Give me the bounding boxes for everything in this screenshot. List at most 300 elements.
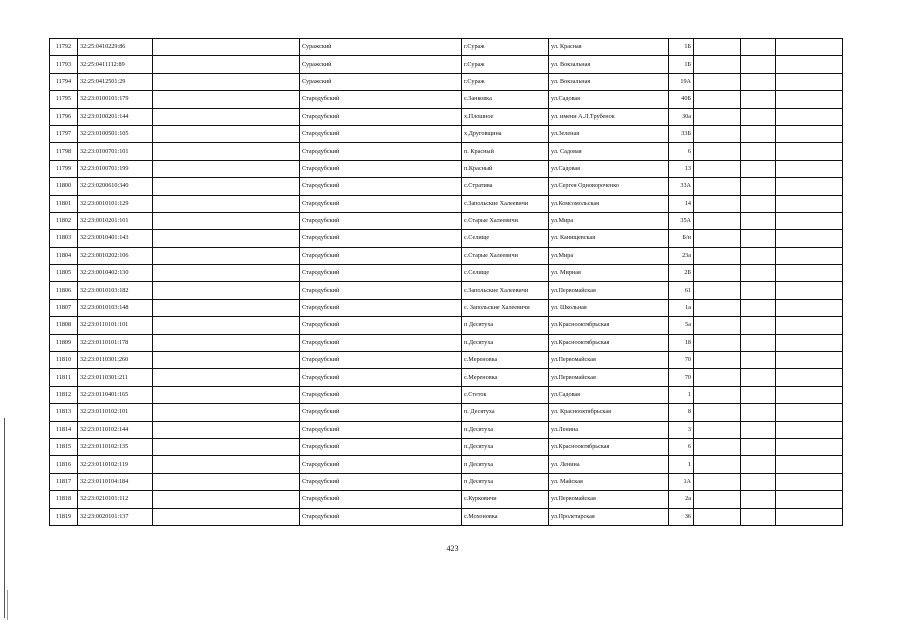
street-cell: ул. Канищевская (549, 230, 669, 247)
empty-cell (153, 73, 300, 90)
empty-cell (776, 178, 843, 195)
settlement-cell: г.Сураж (462, 56, 549, 73)
district-cell: Стародубский (300, 421, 462, 438)
district-cell: Стародубский (300, 282, 462, 299)
empty-cell (153, 212, 300, 229)
district-cell: Стародубский (300, 369, 462, 386)
empty-cell (741, 195, 776, 212)
house-number-cell: 40Б (669, 91, 694, 108)
settlement-cell: х.Друговщина (462, 125, 549, 142)
empty-cell (694, 282, 741, 299)
empty-cell (694, 39, 741, 56)
settlement-cell: п Десятуха (462, 473, 549, 490)
street-cell: ул. Школьная (549, 299, 669, 316)
empty-cell (153, 39, 300, 56)
street-cell: ул.Мира (549, 247, 669, 264)
empty-cell (153, 282, 300, 299)
empty-cell (741, 178, 776, 195)
empty-cell (741, 160, 776, 177)
street-cell: ул. Майская (549, 473, 669, 490)
empty-cell (694, 369, 741, 386)
empty-cell (694, 265, 741, 282)
empty-cell (153, 108, 300, 125)
row-number-cell: 11795 (50, 91, 78, 108)
cadastral-number-cell: 32:23:0110101:101 (78, 317, 153, 334)
cadastral-number-cell: 32:25:0410229:86 (78, 39, 153, 56)
house-number-cell: 2Б (669, 265, 694, 282)
district-cell: Стародубский (300, 91, 462, 108)
empty-cell (776, 73, 843, 90)
empty-cell (776, 352, 843, 369)
empty-cell (153, 404, 300, 421)
empty-cell (694, 247, 741, 264)
empty-cell (776, 334, 843, 351)
district-cell: Стародубский (300, 178, 462, 195)
street-cell: ул. Садовая (549, 143, 669, 160)
empty-cell (694, 386, 741, 403)
empty-cell (776, 456, 843, 473)
district-cell: Стародубский (300, 247, 462, 264)
empty-cell (776, 438, 843, 455)
empty-cell (694, 143, 741, 160)
row-number-cell: 11812 (50, 386, 78, 403)
row-number-cell: 11796 (50, 108, 78, 125)
street-cell: ул.Краснооктябрьская (549, 317, 669, 334)
settlement-cell: п.Десятуха (462, 421, 549, 438)
table-row (50, 508, 843, 525)
empty-cell (694, 404, 741, 421)
empty-cell (694, 178, 741, 195)
house-number-cell: 18 (669, 334, 694, 351)
settlement-cell: с.Мереновка (462, 352, 549, 369)
street-cell: ул. Вокзальная (549, 73, 669, 90)
table-row (50, 334, 843, 351)
district-cell: Стародубский (300, 108, 462, 125)
table-row (50, 421, 843, 438)
house-number-cell: 36 (669, 508, 694, 525)
settlement-cell: с. Запольские Халеевичи (462, 299, 549, 316)
district-cell: Стародубский (300, 491, 462, 508)
table-row (50, 73, 843, 90)
table-row (50, 160, 843, 177)
district-cell: Стародубский (300, 299, 462, 316)
empty-cell (694, 334, 741, 351)
table-row (50, 404, 843, 421)
house-number-cell: 3 (669, 421, 694, 438)
house-number-cell: 6 (669, 438, 694, 455)
empty-cell (741, 508, 776, 525)
empty-cell (153, 247, 300, 264)
street-cell: ул.Садовая (549, 386, 669, 403)
house-number-cell: 33А (669, 178, 694, 195)
settlement-cell: с.Курковичи (462, 491, 549, 508)
row-number-cell: 11794 (50, 73, 78, 90)
settlement-cell: п. Красный (462, 143, 549, 160)
row-number-cell: 11798 (50, 143, 78, 160)
settlement-cell: х.Плошное (462, 108, 549, 125)
empty-cell (153, 143, 300, 160)
row-number-cell: 11799 (50, 160, 78, 177)
empty-cell (776, 473, 843, 490)
street-cell: ул.Пролетарская (549, 508, 669, 525)
cadastral-number-cell: 32:23:0020101:137 (78, 508, 153, 525)
row-number-cell: 11793 (50, 56, 78, 73)
cadastral-number-cell: 32:25:0412501:29 (78, 73, 153, 90)
empty-cell (776, 125, 843, 142)
empty-cell (741, 456, 776, 473)
settlement-cell: с.Запольские Халеевичи (462, 195, 549, 212)
property-register-table (49, 38, 843, 526)
empty-cell (741, 317, 776, 334)
table-row (50, 317, 843, 334)
street-cell: ул.Первомайская (549, 352, 669, 369)
empty-cell (741, 491, 776, 508)
cadastral-number-cell: 32:23:0100701:199 (78, 160, 153, 177)
cadastral-number-cell: 32:23:0110102:119 (78, 456, 153, 473)
empty-cell (776, 143, 843, 160)
cadastral-number-cell: 32:23:0110101:178 (78, 334, 153, 351)
empty-cell (694, 491, 741, 508)
empty-cell (153, 352, 300, 369)
row-number-cell: 11800 (50, 178, 78, 195)
empty-cell (694, 195, 741, 212)
row-number-cell: 11814 (50, 421, 78, 438)
empty-cell (694, 125, 741, 142)
table-row (50, 39, 843, 56)
district-cell: Стародубский (300, 352, 462, 369)
scan-edge-line (7, 590, 8, 620)
empty-cell (741, 421, 776, 438)
empty-cell (741, 91, 776, 108)
row-number-cell: 11819 (50, 508, 78, 525)
empty-cell (741, 125, 776, 142)
district-cell: Стародубский (300, 404, 462, 421)
cadastral-number-cell: 32:23:0100101:179 (78, 91, 153, 108)
street-cell: ул.Мира (549, 212, 669, 229)
empty-cell (741, 247, 776, 264)
empty-cell (694, 438, 741, 455)
table-row (50, 125, 843, 142)
empty-cell (776, 299, 843, 316)
table-row (50, 247, 843, 264)
row-number-cell: 11809 (50, 334, 78, 351)
district-cell: Стародубский (300, 508, 462, 525)
empty-cell (776, 491, 843, 508)
house-number-cell: 19А (669, 73, 694, 90)
district-cell: Стародубский (300, 125, 462, 142)
house-number-cell: 2а (669, 491, 694, 508)
empty-cell (153, 491, 300, 508)
empty-cell (694, 160, 741, 177)
street-cell: ул. Вокзальная (549, 56, 669, 73)
street-cell: ул. Ленина (549, 456, 669, 473)
settlement-cell: с.Стеток (462, 386, 549, 403)
table-row (50, 438, 843, 455)
district-cell: Суражский (300, 56, 462, 73)
empty-cell (694, 421, 741, 438)
cadastral-number-cell: 32:23:0010202:106 (78, 247, 153, 264)
house-number-cell: 1 (669, 456, 694, 473)
empty-cell (153, 56, 300, 73)
district-cell: Стародубский (300, 195, 462, 212)
settlement-cell: п. Десятуха (462, 404, 549, 421)
empty-cell (153, 265, 300, 282)
house-number-cell: Б/н (669, 230, 694, 247)
empty-cell (741, 212, 776, 229)
cadastral-number-cell: 32:23:0100701:101 (78, 143, 153, 160)
settlement-cell: п.Красный (462, 160, 549, 177)
table-body (50, 39, 843, 526)
cadastral-number-cell: 32:23:0010401:143 (78, 230, 153, 247)
table-row (50, 108, 843, 125)
empty-cell (153, 456, 300, 473)
house-number-cell: 1 (669, 386, 694, 403)
cadastral-number-cell: 32:23:0100201:144 (78, 108, 153, 125)
empty-cell (153, 421, 300, 438)
house-number-cell: 13 (669, 160, 694, 177)
settlement-cell: с.Селище (462, 265, 549, 282)
empty-cell (694, 212, 741, 229)
house-number-cell: 30а (669, 108, 694, 125)
house-number-cell: 1А (669, 473, 694, 490)
empty-cell (153, 91, 300, 108)
row-number-cell: 11807 (50, 299, 78, 316)
row-number-cell: 11816 (50, 456, 78, 473)
cadastral-number-cell: 32:23:0100501:105 (78, 125, 153, 142)
empty-cell (776, 508, 843, 525)
empty-cell (153, 473, 300, 490)
empty-cell (741, 369, 776, 386)
empty-cell (153, 369, 300, 386)
street-cell: ул.Первомайская (549, 491, 669, 508)
empty-cell (741, 230, 776, 247)
street-cell: ул.Краснооктябрьская (549, 438, 669, 455)
house-number-cell: 14 (669, 195, 694, 212)
cadastral-number-cell: 32:23:0210101:112 (78, 491, 153, 508)
district-cell: Стародубский (300, 473, 462, 490)
district-cell: Суражский (300, 39, 462, 56)
district-cell: Стародубский (300, 456, 462, 473)
row-number-cell: 11808 (50, 317, 78, 334)
empty-cell (776, 317, 843, 334)
row-number-cell: 11810 (50, 352, 78, 369)
district-cell: Стародубский (300, 438, 462, 455)
empty-cell (741, 386, 776, 403)
district-cell: Стародубский (300, 212, 462, 229)
settlement-cell: с.Старые Халеевичи (462, 212, 549, 229)
district-cell: Стародубский (300, 386, 462, 403)
empty-cell (694, 230, 741, 247)
district-cell: Стародубский (300, 334, 462, 351)
row-number-cell: 11817 (50, 473, 78, 490)
street-cell: ул.Первомайская (549, 282, 669, 299)
table-row (50, 178, 843, 195)
street-cell: ул. Краснооктябрьская (549, 404, 669, 421)
settlement-cell: п.Десятуха (462, 438, 549, 455)
empty-cell (153, 317, 300, 334)
district-cell: Стародубский (300, 265, 462, 282)
house-number-cell: 70 (669, 352, 694, 369)
empty-cell (776, 247, 843, 264)
empty-cell (776, 108, 843, 125)
table-row (50, 56, 843, 73)
empty-cell (741, 143, 776, 160)
district-cell: Стародубский (300, 230, 462, 247)
empty-cell (776, 160, 843, 177)
district-cell: Стародубский (300, 317, 462, 334)
empty-cell (741, 404, 776, 421)
empty-cell (741, 56, 776, 73)
settlement-cell: с.Занковка (462, 91, 549, 108)
table-row (50, 230, 843, 247)
row-number-cell: 11813 (50, 404, 78, 421)
settlement-cell: с.Мереновка (462, 369, 549, 386)
settlement-cell: с.Мохоновка (462, 508, 549, 525)
street-cell: ул.Ленина (549, 421, 669, 438)
cadastral-number-cell: 32:23:0010201:101 (78, 212, 153, 229)
empty-cell (153, 178, 300, 195)
settlement-cell: п.Десятуха (462, 334, 549, 351)
row-number-cell: 11804 (50, 247, 78, 264)
row-number-cell: 11792 (50, 39, 78, 56)
table-row (50, 265, 843, 282)
empty-cell (694, 299, 741, 316)
empty-cell (776, 369, 843, 386)
settlement-cell: г.Сураж (462, 73, 549, 90)
empty-cell (694, 508, 741, 525)
street-cell: ул.Первомайская (549, 369, 669, 386)
empty-cell (153, 334, 300, 351)
empty-cell (741, 265, 776, 282)
table-row (50, 491, 843, 508)
house-number-cell: 70 (669, 369, 694, 386)
house-number-cell: 5а (669, 317, 694, 334)
street-cell: ул. имени А.Л.Трубенок (549, 108, 669, 125)
empty-cell (694, 456, 741, 473)
scan-edge-line (4, 418, 5, 618)
empty-cell (741, 282, 776, 299)
empty-cell (776, 421, 843, 438)
settlement-cell: с.Старые Халеевичи (462, 247, 549, 264)
settlement-cell: г.Сураж (462, 39, 549, 56)
cadastral-number-cell: 32:23:0010402:130 (78, 265, 153, 282)
empty-cell (741, 39, 776, 56)
empty-cell (776, 386, 843, 403)
settlement-cell: с.Запольские Халеевичи (462, 282, 549, 299)
cadastral-number-cell: 32:23:0010103:148 (78, 299, 153, 316)
empty-cell (694, 473, 741, 490)
cadastral-number-cell: 32:23:0200610:340 (78, 178, 153, 195)
empty-cell (153, 299, 300, 316)
cadastral-number-cell: 32:23:0110102:135 (78, 438, 153, 455)
row-number-cell: 11803 (50, 230, 78, 247)
page-number: 423 (446, 544, 459, 553)
empty-cell (776, 39, 843, 56)
empty-cell (741, 352, 776, 369)
house-number-cell: 61 (669, 282, 694, 299)
house-number-cell: 1Б (669, 56, 694, 73)
district-cell: Стародубский (300, 143, 462, 160)
table-row (50, 352, 843, 369)
table-row (50, 456, 843, 473)
empty-cell (776, 265, 843, 282)
table-row (50, 299, 843, 316)
empty-cell (153, 230, 300, 247)
empty-cell (694, 56, 741, 73)
street-cell: ул.Комсомольская (549, 195, 669, 212)
district-cell: Стародубский (300, 160, 462, 177)
table-row (50, 386, 843, 403)
empty-cell (776, 91, 843, 108)
table-row (50, 91, 843, 108)
house-number-cell: 8 (669, 404, 694, 421)
empty-cell (694, 317, 741, 334)
empty-cell (776, 212, 843, 229)
empty-cell (694, 91, 741, 108)
table-row (50, 282, 843, 299)
row-number-cell: 11801 (50, 195, 78, 212)
empty-cell (153, 438, 300, 455)
row-number-cell: 11815 (50, 438, 78, 455)
settlement-cell: с.Стратива (462, 178, 549, 195)
street-cell: ул.Садовая (549, 91, 669, 108)
settlement-cell: п Десятуха (462, 456, 549, 473)
empty-cell (153, 125, 300, 142)
empty-cell (694, 352, 741, 369)
empty-cell (776, 282, 843, 299)
empty-cell (153, 508, 300, 525)
cadastral-number-cell: 32:23:0110401:165 (78, 386, 153, 403)
cadastral-number-cell: 32:23:0110301:260 (78, 352, 153, 369)
street-cell: ул.Садовая (549, 160, 669, 177)
empty-cell (741, 473, 776, 490)
cadastral-number-cell: 32:23:0110301:211 (78, 369, 153, 386)
cadastral-number-cell: 32:23:0010103:182 (78, 282, 153, 299)
cadastral-number-cell: 32:23:0010101:129 (78, 195, 153, 212)
house-number-cell: 23а (669, 247, 694, 264)
house-number-cell: 1а (669, 299, 694, 316)
street-cell: ул. Мирная (549, 265, 669, 282)
cadastral-number-cell: 32:23:0110104:184 (78, 473, 153, 490)
empty-cell (776, 404, 843, 421)
row-number-cell: 11806 (50, 282, 78, 299)
table-row (50, 369, 843, 386)
empty-cell (741, 299, 776, 316)
row-number-cell: 11802 (50, 212, 78, 229)
settlement-cell: п Десятуха (462, 317, 549, 334)
row-number-cell: 11805 (50, 265, 78, 282)
row-number-cell: 11811 (50, 369, 78, 386)
table-row (50, 212, 843, 229)
row-number-cell: 11797 (50, 125, 78, 142)
empty-cell (741, 73, 776, 90)
district-cell: Суражский (300, 73, 462, 90)
settlement-cell: с.Селище (462, 230, 549, 247)
house-number-cell: 1Б (669, 39, 694, 56)
empty-cell (694, 73, 741, 90)
table-row (50, 143, 843, 160)
empty-cell (741, 108, 776, 125)
street-cell: ул.Зеленая (549, 125, 669, 142)
cadastral-number-cell: 32:23:0110102:144 (78, 421, 153, 438)
empty-cell (153, 386, 300, 403)
street-cell: ул.Сергея Одновороченко (549, 178, 669, 195)
empty-cell (153, 160, 300, 177)
row-number-cell: 11818 (50, 491, 78, 508)
table-row (50, 195, 843, 212)
house-number-cell: 6 (669, 143, 694, 160)
table-row (50, 473, 843, 490)
